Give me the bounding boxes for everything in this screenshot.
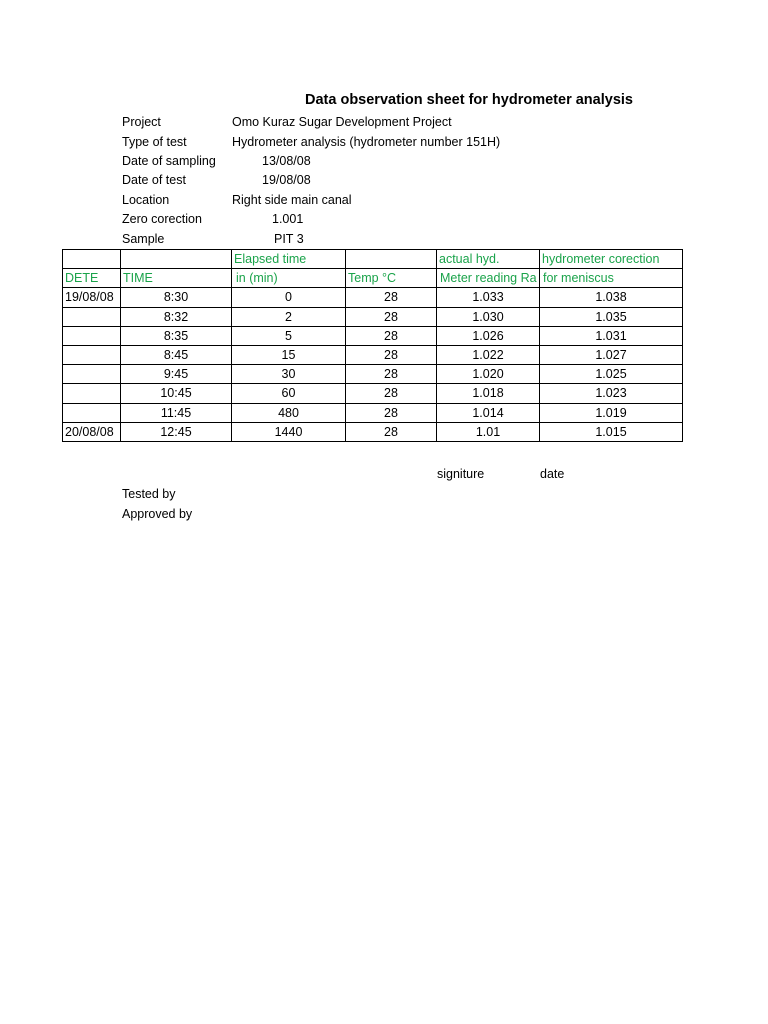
cell-reading: 1.022 xyxy=(437,345,540,364)
header-cell-time: TIME xyxy=(121,269,232,288)
meta-label: Project xyxy=(122,115,161,129)
cell-reading: 1.026 xyxy=(437,326,540,345)
approved-by-label: Approved by xyxy=(122,507,193,521)
cell-date xyxy=(63,403,121,422)
cell-elapsed: 0 xyxy=(232,288,346,307)
cell-corrected: 1.035 xyxy=(540,307,683,326)
cell-date: 19/08/08 xyxy=(63,288,121,307)
meta-label: Date of sampling xyxy=(122,154,216,168)
header-cell-elapsed: Elapsed time xyxy=(232,250,346,269)
meta-label: Date of test xyxy=(122,173,186,187)
meta-value: Omo Kuraz Sugar Development Project xyxy=(232,115,452,129)
cell-elapsed: 60 xyxy=(232,384,346,403)
cell-elapsed: 1440 xyxy=(232,422,346,441)
cell-time: 8:35 xyxy=(121,326,232,345)
cell-time: 12:45 xyxy=(121,422,232,441)
meta-value: 13/08/08 xyxy=(262,154,311,168)
cell-time: 8:30 xyxy=(121,288,232,307)
cell-corrected: 1.027 xyxy=(540,345,683,364)
cell-reading: 1.014 xyxy=(437,403,540,422)
meta-label: Location xyxy=(122,193,170,207)
cell-date xyxy=(63,307,121,326)
cell-temp: 28 xyxy=(346,345,437,364)
header-cell-temp: Temp °C xyxy=(346,269,437,288)
header-cell xyxy=(346,250,437,269)
cell-elapsed: 480 xyxy=(232,403,346,422)
table-row xyxy=(63,384,683,403)
header-cell-actual-hyd: actual hyd. xyxy=(437,250,540,269)
table-row xyxy=(63,403,683,422)
table-row xyxy=(63,326,683,345)
cell-corrected: 1.015 xyxy=(540,422,683,441)
cell-corrected: 1.025 xyxy=(540,365,683,384)
cell-corrected: 1.038 xyxy=(540,288,683,307)
cell-time: 11:45 xyxy=(121,403,232,422)
meta-label: Type of test xyxy=(122,135,187,149)
cell-reading: 1.018 xyxy=(437,384,540,403)
cell-temp: 28 xyxy=(346,307,437,326)
cell-temp: 28 xyxy=(346,365,437,384)
header-cell-elapsed-unit: in (min) xyxy=(232,269,346,288)
cell-time: 9:45 xyxy=(121,365,232,384)
table-row xyxy=(63,422,683,441)
header-cell xyxy=(63,250,121,269)
cell-reading: 1.030 xyxy=(437,307,540,326)
observation-table xyxy=(62,249,683,442)
cell-elapsed: 5 xyxy=(232,326,346,345)
cell-elapsed: 2 xyxy=(232,307,346,326)
cell-date xyxy=(63,384,121,403)
cell-date xyxy=(63,345,121,364)
date-label: date xyxy=(540,467,565,481)
meta-value: PIT 3 xyxy=(274,232,304,246)
cell-time: 10:45 xyxy=(121,384,232,403)
header-cell-meter-reading: Meter reading Ra xyxy=(437,269,540,288)
meta-label: Zero corection xyxy=(122,212,202,226)
table-row xyxy=(63,345,683,364)
cell-temp: 28 xyxy=(346,422,437,441)
cell-temp: 28 xyxy=(346,326,437,345)
tested-by-label: Tested by xyxy=(122,487,176,501)
meta-value: 19/08/08 xyxy=(262,173,311,187)
cell-corrected: 1.031 xyxy=(540,326,683,345)
cell-temp: 28 xyxy=(346,403,437,422)
cell-reading: 1.033 xyxy=(437,288,540,307)
cell-time: 8:45 xyxy=(121,345,232,364)
meta-value: 1.001 xyxy=(272,212,304,226)
cell-corrected: 1.019 xyxy=(540,403,683,422)
cell-elapsed: 15 xyxy=(232,345,346,364)
header-cell-meniscus: for meniscus xyxy=(540,269,683,288)
cell-temp: 28 xyxy=(346,288,437,307)
table-row xyxy=(63,365,683,384)
cell-time: 8:32 xyxy=(121,307,232,326)
cell-temp: 28 xyxy=(346,384,437,403)
table-row xyxy=(63,307,683,326)
table-row xyxy=(63,288,683,307)
header-cell-hydrometer-correction: hydrometer corection xyxy=(540,250,683,269)
meta-value: Right side main canal xyxy=(232,193,352,207)
cell-corrected: 1.023 xyxy=(540,384,683,403)
sheet-title: Data observation sheet for hydrometer analysis xyxy=(305,92,633,108)
header-cell xyxy=(121,250,232,269)
cell-elapsed: 30 xyxy=(232,365,346,384)
meta-value: Hydrometer analysis (hydrometer number 151H) xyxy=(232,135,501,149)
cell-date xyxy=(63,326,121,345)
cell-date xyxy=(63,365,121,384)
table-header-row xyxy=(63,250,683,269)
table-header-row xyxy=(63,269,683,288)
cell-reading: 1.020 xyxy=(437,365,540,384)
cell-reading: 1.01 xyxy=(437,422,540,441)
header-cell-date: DETE xyxy=(63,269,121,288)
cell-date: 20/08/08 xyxy=(63,422,121,441)
meta-label: Sample xyxy=(122,232,165,246)
signature-label: signiture xyxy=(437,467,485,481)
